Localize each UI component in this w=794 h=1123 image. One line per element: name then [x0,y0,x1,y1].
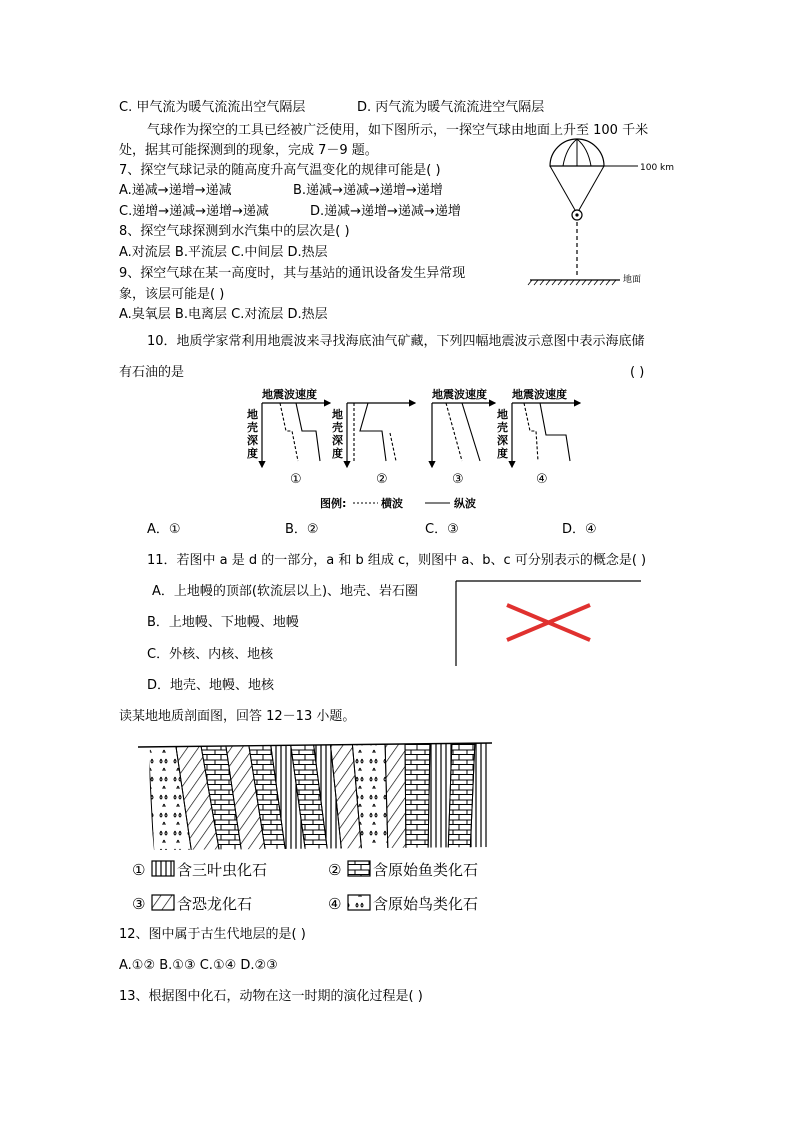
axis-x-label: 地震波速度 [262,388,317,401]
question-9-line-2: 象，该层可能是( ) [119,287,225,302]
legend-prefix: 图例: [320,497,347,510]
svg-text:含三叶虫化石: 含三叶虫化石 [177,861,268,879]
option-7c: C.递增→递减→递增→递减 [119,204,269,219]
option-7b: B.递减→递减→递增→递增 [293,183,443,198]
seismic-panel-2 [332,403,415,487]
intro-line-1: 气球作为探空的工具已经被广泛使用，如下图所示，一探空气球由地面上升至 100 千米 [147,123,649,138]
geo-legend-item-1 [132,861,267,879]
seismic-panel-1 [247,387,330,487]
p-wave-line-1 [296,403,320,461]
svg-text:②: ② [328,861,342,879]
svg-text:度: 度 [332,447,343,460]
axis-x-label: 地震波速度 [512,388,567,401]
panel-number-4: ④ [536,472,548,487]
svg-text:深: 深 [332,434,343,447]
balloon-diagram [520,130,685,290]
svg-text:度: 度 [497,447,508,460]
svg-text:壳: 壳 [332,421,343,434]
cross-mark [507,605,590,640]
options-9: A.臭氧层 B.电离层 C.对流层 D.热层 [119,307,328,322]
layer-band [385,740,406,855]
legend-p-wave: 纵波 [454,497,476,510]
p-wave-line-4 [540,403,570,461]
axis-y-label [247,407,258,460]
svg-text:深: 深 [497,434,508,447]
option-11a: A．上地幔的顶部(软流层以上)、地壳、岩石圈 [152,584,419,599]
option-6c: C. 甲气流为暖气流流出空气隔层 [119,100,306,115]
option-7a: A.递减→递增→递减 [119,183,232,198]
svg-text:壳: 壳 [497,421,508,434]
svg-text:①: ① [132,861,146,879]
svg-text:含原始鱼类化石: 含原始鱼类化石 [373,861,479,879]
geo-legend [132,861,478,913]
axis-y-label [497,407,508,460]
svg-text:深: 深 [247,434,258,447]
p-wave-line-3 [462,403,480,461]
svg-text:度: 度 [247,447,258,460]
geo-legend-item-4 [328,895,478,913]
geo-legend-item-3 [132,895,252,913]
options-12: A.①② B.①③ C.①④ D.②③ [119,958,278,973]
p-wave-line-2 [360,403,386,461]
question-9-line-1: 9、探空气球在某一高度时，其与基站的通讯设备发生异常现 [119,266,466,281]
svg-text:含恐龙化石: 含恐龙化石 [177,895,253,913]
question-11-figure [455,580,641,670]
panel-number-2: ② [376,472,388,487]
ground-hatching [528,280,616,285]
geo-legend-item-2 [328,861,478,879]
layer-band [405,740,430,855]
s-wave-line-2b [390,433,396,461]
answer-paren-10: ( ) [630,365,645,380]
question-8: 8、探空气球探测到水汽集中的层次是( ) [119,224,350,239]
question-10-line-2: 有石油的是 [119,365,185,380]
s-wave-line-1 [280,403,298,461]
question-7: 7、探空气球记录的随高度升高气温变化的规律可能是( ) [119,163,441,178]
legend-s-wave: 横波 [381,497,403,510]
geologic-section [130,735,530,920]
option-10b: B．② [285,522,319,537]
option-7d: D.递减→递增→递减→递增 [310,204,461,219]
read-instruction: 读某地地质剖面图，回答 12－13 小题。 [119,709,356,724]
option-10d: D．④ [562,522,597,537]
svg-text:地: 地 [332,408,343,421]
s-wave-line-3 [446,403,462,461]
question-12: 12、图中属于古生代地层的是( ) [119,927,306,942]
option-10c: C．③ [425,522,459,537]
option-11c: C．外核、内核、地核 [147,647,274,662]
s-wave-line-4 [524,403,538,461]
seismic-legend [320,496,476,510]
question-13: 13、根据图中化石，动物在这一时期的演化过程是( ) [119,989,423,1004]
axis-x-label: 地震波速度 [432,388,487,401]
option-6d: D. 丙气流为暖气流流进空气隔层 [357,100,545,115]
panel-number-3: ③ [452,472,464,487]
svg-text:④: ④ [328,895,342,913]
svg-text:③: ③ [132,895,146,913]
axis-y-label [332,407,343,460]
panel-number-1: ① [290,472,302,487]
svg-text:地: 地 [497,408,508,421]
svg-text:壳: 壳 [247,421,258,434]
question-10-line-1: 10．地质学家常利用地震波来寻找海底油气矿藏，下列四幅地震波示意图中表示海底储 [147,334,645,349]
intro-line-2: 处，据其可能探测到的现象，完成 7－9 题。 [119,143,378,158]
seismic-panel-3 [432,387,495,487]
option-11b: B．上地幔、下地幔、地幔 [147,615,299,630]
option-11d: D．地壳、地幔、地核 [147,678,275,693]
svg-text:地: 地 [247,408,258,421]
altitude-label: 100 km [640,163,675,173]
seismic-panel-4 [497,387,580,487]
options-8: A.对流层 B.平流层 C.中间层 D.热层 [119,245,328,260]
svg-text:含原始鸟类化石: 含原始鸟类化石 [373,895,479,913]
option-10a: A．① [147,522,181,537]
ground-label: 地面 [623,275,642,285]
question-11: 11．若图中 a 是 d 的一部分，a 和 b 组成 c，则图中 a、b、c 可分别表示的概念是( ) [147,553,647,568]
seismic-wave-diagram [240,385,585,515]
